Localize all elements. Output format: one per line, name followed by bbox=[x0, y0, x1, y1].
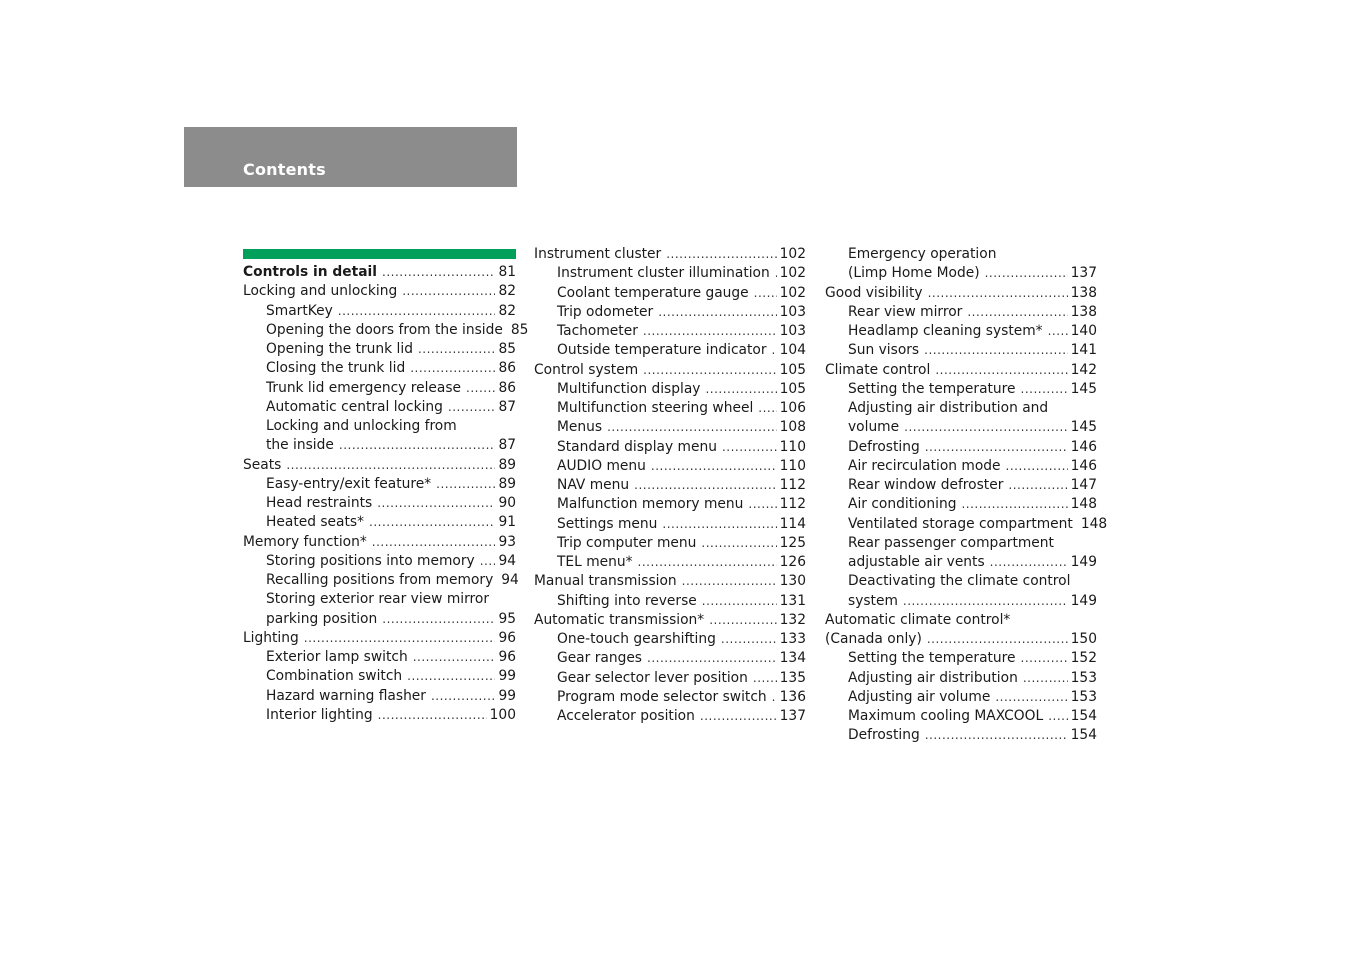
toc-entry-title: Trip computer menu bbox=[557, 534, 697, 551]
toc-entry[interactable] bbox=[534, 553, 806, 572]
dot-leader bbox=[928, 284, 1068, 303]
dot-leader bbox=[705, 380, 776, 399]
dot-leader bbox=[1021, 649, 1068, 668]
dot-leader bbox=[643, 322, 777, 341]
toc-entry-title: Seats bbox=[243, 456, 282, 473]
toc-entry-page: 106 bbox=[779, 400, 806, 416]
toc-entry-title: Exterior lamp switch bbox=[266, 649, 408, 665]
toc-entry-title: AUDIO menu bbox=[557, 457, 646, 474]
toc-entry-title: Menus bbox=[557, 419, 603, 436]
toc-entry[interactable] bbox=[243, 629, 516, 648]
toc-entry-page: 146 bbox=[1070, 438, 1097, 455]
toc-entry[interactable] bbox=[825, 669, 1097, 688]
toc-entry-page: 147 bbox=[1070, 477, 1097, 493]
dot-leader bbox=[722, 438, 777, 457]
toc-entry-title: Adjusting air distribution and bbox=[848, 400, 1049, 416]
toc-entry-title: Instrument cluster bbox=[534, 246, 662, 262]
toc-entry-title: NAV menu bbox=[557, 477, 630, 493]
toc-entry-page: 145 bbox=[1070, 419, 1097, 436]
dot-leader bbox=[436, 475, 495, 494]
toc-entry-title: Program mode selector switch bbox=[557, 688, 767, 705]
toc-entry-page: 131 bbox=[779, 592, 806, 609]
dot-leader bbox=[377, 494, 495, 513]
toc-entry[interactable] bbox=[534, 303, 806, 322]
toc-entry-title: One-touch gearshifting bbox=[557, 631, 716, 647]
toc-entry[interactable] bbox=[825, 476, 1097, 495]
toc-entry[interactable] bbox=[534, 495, 806, 514]
toc-entry-title: Deactivating the climate control bbox=[848, 573, 1071, 590]
toc-entry[interactable] bbox=[243, 706, 516, 725]
toc-entry-title: (Canada only) bbox=[825, 631, 922, 647]
dot-leader bbox=[709, 611, 776, 630]
dot-leader bbox=[1023, 669, 1068, 688]
toc-entry-title: Recalling positions from memory bbox=[266, 572, 494, 588]
dot-leader bbox=[702, 592, 777, 611]
toc-entry-title: Locking and unlocking from bbox=[266, 418, 457, 434]
toc-entry-title: Heated seats* bbox=[266, 514, 364, 531]
dot-leader bbox=[666, 245, 776, 264]
toc-entry-title: Rear view mirror bbox=[848, 303, 963, 320]
dot-leader bbox=[402, 282, 495, 301]
dot-leader bbox=[304, 629, 496, 648]
toc-entry-page: 85 bbox=[498, 341, 516, 357]
toc-entry-page: 87 bbox=[498, 398, 516, 415]
section-rule bbox=[243, 249, 516, 259]
toc-entry-title: Settings menu bbox=[557, 515, 658, 532]
toc-entry[interactable] bbox=[534, 592, 806, 611]
toc-entry-title: Controls in detail bbox=[243, 264, 378, 280]
toc-entry-title: Lighting bbox=[243, 629, 299, 646]
toc-entry-page: 133 bbox=[779, 631, 806, 647]
toc-entry-page: 141 bbox=[1070, 342, 1097, 359]
toc-entry[interactable] bbox=[825, 457, 1097, 476]
toc-entry[interactable] bbox=[243, 667, 516, 686]
toc-entry-title: Multifunction display bbox=[557, 380, 701, 397]
toc-column-1 bbox=[243, 263, 529, 725]
toc-entry[interactable] bbox=[243, 263, 516, 282]
toc-entry-page: 96 bbox=[498, 649, 516, 665]
toc-entry-page: 153 bbox=[1070, 688, 1097, 705]
dot-leader bbox=[772, 341, 777, 360]
toc-entry[interactable] bbox=[825, 284, 1097, 303]
dot-leader bbox=[1021, 380, 1068, 399]
toc-entry[interactable] bbox=[243, 456, 516, 475]
dot-leader bbox=[758, 399, 776, 418]
dot-leader bbox=[634, 476, 777, 495]
toc-entry[interactable] bbox=[534, 457, 806, 476]
toc-entry-title: Head restraints bbox=[266, 495, 373, 511]
toc-entry-title: Ventilated storage compartment bbox=[848, 515, 1073, 532]
toc-entry[interactable] bbox=[825, 611, 1097, 630]
toc-entry-page: 85 bbox=[510, 321, 529, 338]
toc-entry[interactable] bbox=[243, 552, 516, 571]
toc-entry-title: volume bbox=[848, 419, 900, 436]
toc-entry-title: Automatic central locking bbox=[266, 398, 443, 415]
dot-leader bbox=[753, 669, 777, 688]
toc-entry[interactable] bbox=[534, 669, 806, 688]
toc-entry[interactable] bbox=[534, 322, 806, 341]
toc-entry[interactable] bbox=[825, 515, 1108, 534]
toc-entry-page: 82 bbox=[498, 302, 516, 319]
toc-entry-page: 138 bbox=[1070, 284, 1097, 301]
toc-entry-title: TEL menu* bbox=[557, 554, 633, 570]
toc-entry-title: Combination switch bbox=[266, 668, 403, 685]
toc-entry[interactable] bbox=[534, 476, 806, 495]
toc-entry-title: Automatic climate control* bbox=[825, 611, 1011, 628]
toc-entry[interactable] bbox=[534, 341, 806, 360]
toc-entry-title: Air conditioning bbox=[848, 496, 957, 513]
dot-leader bbox=[466, 379, 495, 398]
toc-entry[interactable] bbox=[243, 513, 516, 532]
dot-leader bbox=[382, 610, 495, 629]
toc-entry-title: Good visibility bbox=[825, 284, 923, 301]
toc-entry-page: 154 bbox=[1070, 727, 1097, 744]
toc-entry-title: Accelerator position bbox=[557, 708, 695, 724]
toc-entry-page: 87 bbox=[498, 437, 516, 454]
toc-entry[interactable] bbox=[243, 494, 516, 513]
toc-entry-title: Defrosting bbox=[848, 438, 920, 455]
toc-entry-title: Manual transmission bbox=[534, 573, 677, 590]
toc-entry-page: 110 bbox=[779, 438, 806, 455]
toc-entry[interactable] bbox=[534, 534, 806, 553]
toc-entry[interactable] bbox=[243, 379, 516, 398]
toc-entry[interactable] bbox=[825, 245, 1097, 264]
toc-entry[interactable] bbox=[825, 264, 1097, 283]
toc-entry-page: 89 bbox=[498, 475, 516, 492]
page-title: Contents bbox=[243, 160, 326, 179]
toc-entry[interactable] bbox=[825, 361, 1097, 380]
toc-entry[interactable] bbox=[243, 571, 519, 590]
toc-entry-title: Shifting into reverse bbox=[557, 592, 697, 609]
toc-entry[interactable] bbox=[243, 302, 516, 321]
toc-entry-page: 105 bbox=[779, 361, 806, 378]
toc-entry-page: 81 bbox=[498, 264, 516, 280]
dot-leader bbox=[754, 284, 777, 303]
dot-leader bbox=[382, 263, 495, 282]
dot-leader bbox=[903, 592, 1068, 611]
dot-leader bbox=[418, 340, 495, 359]
dot-leader bbox=[378, 706, 487, 725]
dot-leader bbox=[925, 438, 1068, 457]
toc-entry-page: 102 bbox=[779, 284, 806, 301]
dot-leader bbox=[369, 513, 495, 532]
toc-entry[interactable] bbox=[825, 688, 1097, 707]
toc-entry[interactable] bbox=[825, 726, 1097, 745]
toc-entry-page: 114 bbox=[779, 515, 806, 532]
toc-entry-page: 110 bbox=[779, 457, 806, 474]
toc-entry-page: 138 bbox=[1070, 303, 1097, 320]
toc-entry-page: 82 bbox=[498, 283, 516, 300]
toc-entry[interactable] bbox=[825, 649, 1097, 668]
toc-entry-title: Setting the temperature bbox=[848, 380, 1016, 397]
toc-entry-title: Gear selector lever position bbox=[557, 669, 748, 686]
dot-leader bbox=[658, 303, 776, 322]
dot-leader bbox=[1048, 322, 1068, 341]
toc-entry-title: Standard display menu bbox=[557, 438, 717, 455]
dot-leader bbox=[651, 457, 777, 476]
toc-entry[interactable] bbox=[825, 399, 1097, 418]
dot-leader bbox=[643, 361, 777, 380]
toc-entry-page: 91 bbox=[498, 514, 516, 531]
toc-entry[interactable] bbox=[243, 359, 516, 378]
toc-entry[interactable] bbox=[243, 610, 516, 629]
toc-entry-page: 103 bbox=[779, 323, 806, 339]
toc-entry-title: Memory function* bbox=[243, 533, 367, 550]
toc-entry-title: Opening the doors from the inside bbox=[266, 321, 503, 338]
toc-entry-title: SmartKey bbox=[266, 302, 333, 319]
dot-leader bbox=[338, 302, 496, 321]
toc-entry-page: 104 bbox=[779, 342, 806, 359]
toc-entry-title: Storing positions into memory bbox=[266, 552, 475, 569]
dot-leader bbox=[775, 264, 777, 283]
toc-entry[interactable] bbox=[243, 398, 516, 417]
toc-entry-title: Gear ranges bbox=[557, 650, 642, 667]
toc-entry-title: Opening the trunk lid bbox=[266, 341, 413, 357]
toc-entry-page: 154 bbox=[1070, 708, 1097, 724]
dot-leader bbox=[772, 688, 777, 707]
toc-entry-page: 148 bbox=[1070, 496, 1097, 513]
dot-leader bbox=[638, 553, 777, 572]
toc-entry[interactable] bbox=[243, 340, 516, 359]
toc-entry-page: 136 bbox=[779, 688, 806, 705]
toc-entry[interactable] bbox=[534, 399, 806, 418]
toc-entry[interactable] bbox=[243, 282, 516, 301]
toc-entry-page: 135 bbox=[779, 669, 806, 686]
toc-entry-title: Emergency operation bbox=[848, 246, 997, 262]
toc-column-2 bbox=[534, 245, 806, 726]
toc-column-3 bbox=[825, 245, 1108, 746]
dot-leader bbox=[985, 264, 1068, 283]
toc-entry[interactable] bbox=[534, 264, 806, 283]
toc-entry[interactable] bbox=[825, 438, 1097, 457]
dot-leader bbox=[662, 515, 776, 534]
toc-entry-page: 149 bbox=[1070, 592, 1097, 609]
toc-entry-page: 95 bbox=[498, 610, 516, 627]
dot-leader bbox=[682, 572, 777, 591]
dot-leader bbox=[647, 649, 777, 668]
toc-entry-page: 103 bbox=[779, 303, 806, 320]
dot-leader bbox=[935, 361, 1067, 380]
dot-leader bbox=[924, 341, 1068, 360]
toc-entry-page: 90 bbox=[498, 495, 516, 511]
toc-entry-page: 134 bbox=[779, 650, 806, 667]
dot-leader bbox=[995, 688, 1067, 707]
toc-entry[interactable] bbox=[534, 284, 806, 303]
toc-entry[interactable] bbox=[534, 361, 806, 380]
dot-leader bbox=[410, 359, 495, 378]
toc-entry-page: 102 bbox=[779, 265, 806, 282]
toc-entry[interactable] bbox=[534, 515, 806, 534]
toc-entry[interactable] bbox=[534, 572, 806, 591]
toc-entry-page: 148 bbox=[1080, 515, 1108, 532]
dot-leader bbox=[904, 418, 1068, 437]
toc-entry-page: 125 bbox=[779, 534, 806, 551]
toc-entry-page: 137 bbox=[1070, 265, 1097, 282]
toc-entry[interactable] bbox=[243, 687, 516, 706]
toc-entry-page: 108 bbox=[779, 419, 806, 436]
toc-entry[interactable] bbox=[825, 322, 1097, 341]
toc-entry-title: Locking and unlocking bbox=[243, 283, 398, 300]
toc-entry[interactable] bbox=[243, 590, 516, 609]
dot-leader bbox=[286, 456, 495, 475]
toc-entry-title: Adjusting air volume bbox=[848, 688, 991, 705]
toc-entry-title: Hazard warning flasher bbox=[266, 687, 426, 704]
toc-entry-page: 112 bbox=[779, 496, 806, 513]
dot-leader bbox=[701, 534, 776, 553]
toc-entry-page: 153 bbox=[1070, 669, 1097, 686]
toc-entry[interactable] bbox=[825, 630, 1097, 649]
toc-entry-title: adjustable air vents bbox=[848, 554, 985, 570]
toc-entry-title: Rear passenger compartment bbox=[848, 534, 1054, 551]
toc-entry-page: 100 bbox=[489, 706, 516, 723]
toc-entry[interactable] bbox=[534, 611, 806, 630]
dot-leader bbox=[413, 648, 496, 667]
toc-entry-title: Rear window defroster bbox=[848, 477, 1004, 493]
toc-entry-page: 112 bbox=[779, 477, 806, 493]
toc-entry-page: 86 bbox=[498, 360, 516, 377]
dot-leader bbox=[721, 630, 777, 649]
toc-entry-title: Multifunction steering wheel bbox=[557, 400, 754, 416]
toc-entry-page: 96 bbox=[498, 629, 516, 646]
toc-entry[interactable] bbox=[534, 707, 806, 726]
toc-entry-title: Storing exterior rear view mirror bbox=[266, 591, 490, 608]
toc-entry[interactable] bbox=[534, 649, 806, 668]
toc-entry-page: 94 bbox=[501, 572, 519, 588]
toc-entry-title: Setting the temperature bbox=[848, 650, 1016, 667]
dot-leader bbox=[431, 687, 495, 706]
dot-leader bbox=[990, 553, 1068, 572]
toc-entry-page: 152 bbox=[1070, 650, 1097, 667]
toc-entry[interactable] bbox=[243, 648, 516, 667]
toc-entry[interactable] bbox=[825, 553, 1097, 572]
toc-entry[interactable] bbox=[534, 630, 806, 649]
toc-entry[interactable] bbox=[243, 436, 516, 455]
toc-entry-title: Coolant temperature gauge bbox=[557, 284, 749, 301]
toc-entry[interactable] bbox=[534, 380, 806, 399]
toc-entry[interactable] bbox=[243, 533, 516, 552]
toc-entry-page: 99 bbox=[498, 668, 516, 685]
dot-leader bbox=[1048, 707, 1067, 726]
toc-entry-title: system bbox=[848, 592, 898, 609]
toc-entry-title: Air recirculation mode bbox=[848, 457, 1001, 474]
toc-entry-title: Tachometer bbox=[557, 323, 638, 339]
toc-entry-page: 94 bbox=[498, 552, 516, 569]
toc-entry-title: Climate control bbox=[825, 361, 931, 378]
toc-entry-title: Malfunction memory menu bbox=[557, 496, 744, 513]
dot-leader bbox=[748, 495, 776, 514]
toc-entry-page: 89 bbox=[498, 456, 516, 473]
dot-leader bbox=[339, 436, 496, 455]
toc-entry[interactable] bbox=[243, 321, 529, 340]
toc-entry-page: 149 bbox=[1070, 554, 1097, 570]
toc-entry-title: Defrosting bbox=[848, 727, 920, 744]
toc-entry[interactable] bbox=[825, 534, 1097, 553]
toc-entry-title: Outside temperature indicator bbox=[557, 342, 767, 359]
toc-entry-title: Easy-entry/exit feature* bbox=[266, 475, 432, 492]
toc-entry[interactable] bbox=[243, 417, 516, 436]
toc-entry-title: Closing the trunk lid bbox=[266, 360, 406, 377]
dot-leader bbox=[607, 418, 777, 437]
dot-leader bbox=[407, 667, 495, 686]
toc-entry[interactable] bbox=[243, 475, 516, 494]
toc-entry[interactable] bbox=[825, 418, 1097, 437]
toc-entry-title: Headlamp cleaning system* bbox=[848, 323, 1043, 339]
toc-entry-page: 99 bbox=[498, 687, 516, 704]
dot-leader bbox=[925, 726, 1068, 745]
toc-entry[interactable] bbox=[825, 707, 1097, 726]
toc-entry[interactable] bbox=[534, 245, 806, 264]
toc-entry-title: Instrument cluster illumination bbox=[557, 265, 770, 282]
toc-entry-page: 146 bbox=[1070, 457, 1097, 474]
toc-entry[interactable] bbox=[825, 380, 1097, 399]
toc-entry-page: 145 bbox=[1070, 380, 1097, 397]
header-bar bbox=[184, 127, 517, 187]
dot-leader bbox=[1006, 457, 1068, 476]
dot-leader bbox=[961, 495, 1067, 514]
toc-entry[interactable] bbox=[825, 572, 1097, 591]
toc-entry-title: (Limp Home Mode) bbox=[848, 265, 980, 282]
toc-entry-title: Control system bbox=[534, 361, 639, 378]
dot-leader bbox=[1008, 476, 1067, 495]
toc-entry-title: Automatic transmission* bbox=[534, 611, 705, 628]
toc-entry-title: Maximum cooling MAXCOOL bbox=[848, 708, 1044, 724]
dot-leader bbox=[967, 303, 1067, 322]
toc-entry-page: 137 bbox=[779, 708, 806, 724]
toc-entry-page: 142 bbox=[1070, 361, 1097, 378]
toc-entry[interactable] bbox=[534, 418, 806, 437]
dot-leader bbox=[700, 707, 777, 726]
toc-entry[interactable] bbox=[534, 688, 806, 707]
dot-leader bbox=[372, 533, 496, 552]
toc-entry-page: 86 bbox=[498, 379, 516, 396]
toc-entry-page: 130 bbox=[779, 573, 806, 590]
toc-entry[interactable] bbox=[825, 303, 1097, 322]
toc-entry-page: 102 bbox=[779, 246, 806, 262]
toc-entry-page: 150 bbox=[1070, 631, 1097, 647]
toc-entry[interactable] bbox=[825, 495, 1097, 514]
toc-entry[interactable] bbox=[534, 438, 806, 457]
toc-entry-title: Trip odometer bbox=[557, 303, 654, 320]
toc-entry-title: Trunk lid emergency release bbox=[266, 379, 462, 396]
toc-entry-page: 93 bbox=[498, 533, 516, 550]
toc-entry-page: 126 bbox=[779, 554, 806, 570]
toc-entry[interactable] bbox=[825, 592, 1097, 611]
toc-entry[interactable] bbox=[825, 341, 1097, 360]
toc-entry-page: 140 bbox=[1070, 323, 1097, 339]
dot-leader bbox=[480, 552, 496, 571]
toc-entry-title: Sun visors bbox=[848, 342, 920, 359]
dot-leader bbox=[927, 630, 1068, 649]
toc-entry-title: Interior lighting bbox=[266, 706, 373, 723]
toc-entry-page: 105 bbox=[779, 380, 806, 397]
toc-entry-title: parking position bbox=[266, 610, 378, 627]
toc-entry-page: 132 bbox=[779, 611, 806, 628]
toc-entry-title: Adjusting air distribution bbox=[848, 669, 1018, 686]
toc-entry-title: the inside bbox=[266, 437, 334, 454]
dot-leader bbox=[448, 398, 496, 417]
